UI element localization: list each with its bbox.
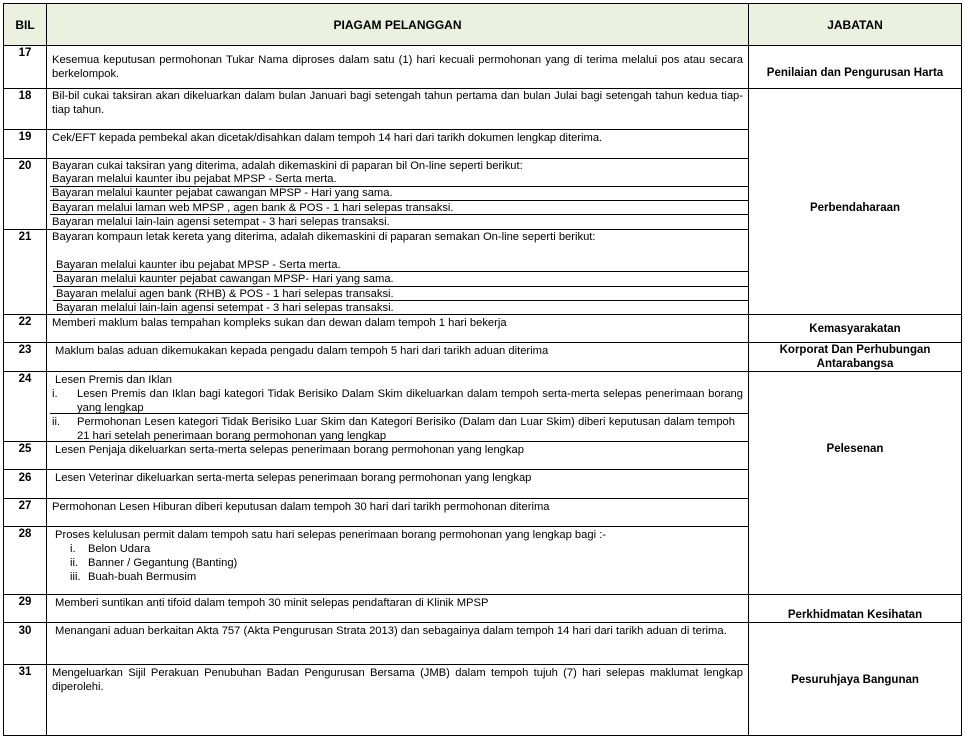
row-number: 31 — [18, 666, 32, 678]
header-piagam: PIAGAM PELANGGAN — [46, 3, 749, 46]
department-cell — [749, 315, 961, 342]
department-cell — [749, 89, 961, 314]
charter-text: Cek/EFT kepada pembekal akan dicetak/disahkan dalam tempoh 14 hari dari tarikh dokumen lengkap diterima. — [52, 132, 603, 144]
charter-text: Bayaran cukai taksiran yang diterima, adalah dikemaskini di paparan bil On-line seperti berikut: — [52, 160, 523, 172]
row-number: 23 — [18, 344, 32, 356]
header-jabatan: JABATAN — [748, 3, 962, 46]
charter-text: Lesen Premis dan Iklan — [55, 374, 172, 386]
header-bil: BIL — [3, 3, 47, 46]
row-number: 26 — [18, 472, 32, 484]
row-number: 19 — [18, 131, 32, 143]
charter-text: Bil-bil cukai taksiran akan dikeluarkan dalam bulan Januari bagi setengah tahun pertama dan bulan Julai bagi setengah tahun kedua tiap-tiap tahun. — [52, 90, 743, 116]
department-name: Perkhidmatan Kesihatan — [787, 608, 923, 621]
list-item: Belon Udara — [88, 543, 151, 555]
charter-text: Memberi maklum balas tempahan kompleks sukan dan dewan dalam tempoh 1 hari bekerja — [52, 317, 507, 329]
department-name: Penilaian dan Pengurusan Harta — [766, 66, 944, 79]
row-number: 17 — [18, 47, 32, 59]
charter-text: Lesen Veterinar dikeluarkan serta-merta selepas penerimaan borang permohonan yang lengkap — [55, 472, 532, 484]
row-number: 28 — [18, 528, 32, 540]
list-item: Bayaran melalui lain-lain agensi setempat - 3 hari selepas transaksi. — [52, 216, 390, 228]
charter-text: Maklum balas aduan dikemukakan kepada pengadu dalam tempoh 5 hari dari tarikh aduan diterima — [55, 345, 549, 357]
department-name: Perbendaharaan — [809, 202, 901, 214]
list-item: Permohonan Lesen kategori Tidak Berisiko Luar Skim dan Kategori Berisiko (Dalam dan Luar Skim) diberi keputusan dalam tempoh 21 hari setelah penerimaan borang permohonan yang lengkap — [77, 416, 735, 442]
row-number: 21 — [18, 231, 32, 243]
list-item: Bayaran melalui laman web MPSP , agen bank & POS - 1 hari selepas transaksi. — [52, 202, 454, 214]
list-item: Bayaran melalui kaunter ibu pejabat MPSP - Serta merta. — [52, 173, 337, 185]
department-name: Kemasyarakatan — [809, 322, 901, 335]
charter-text: Permohonan Lesen Hiburan diberi keputusan dalam tempoh 30 hari dari tarikh permohonan diterima — [52, 501, 550, 513]
list-item: Bayaran melalui kaunter pejabat cawangan MPSP - Hari yang sama. — [52, 187, 393, 199]
list-item: Bayaran melalui agen bank (RHB) & POS - 1 hari selepas transaksi. — [56, 288, 394, 300]
department-cell — [749, 47, 961, 88]
row-number: 30 — [18, 625, 32, 637]
department-cell — [749, 595, 961, 622]
row-number: 27 — [18, 500, 32, 512]
charter-text: Proses kelulusan permit dalam tempoh satu hari selepas penerimaan borang permohonan yang lengkap bagi :- — [55, 529, 607, 541]
charter-text: Bayaran kompaun letak kereta yang diterima, adalah dikemaskini di paparan semakan On-line seperti berikut: — [52, 231, 596, 243]
list-item: Banner / Gegantung (Banting) — [88, 557, 238, 569]
list-marker: i. — [52, 388, 58, 400]
list-item: Lesen Premis dan Iklan bagi kategori Tidak Berisiko Dalam Skim dikeluarkan dalam tempoh serta-merta selepas penerimaan borang yang lengkap — [77, 388, 743, 414]
charter-text: Lesen Penjaja dikeluarkan serta-merta selepas penerimaan borang permohonan yang lengkap — [55, 444, 524, 456]
charter-text: Kesemua keputusan permohonan Tukar Nama diproses dalam satu (1) hari kecuali permohonan yang di terima melalui pos atau secara berkelompok. — [52, 54, 743, 80]
list-marker: i. — [70, 543, 76, 555]
department-cell — [749, 372, 961, 594]
row-number: 20 — [18, 160, 32, 172]
row-number: 29 — [18, 596, 32, 608]
charter-text: Memberi suntikan anti tifoid dalam tempoh 30 minit selepas pendaftaran di Klinik MPSP — [55, 597, 489, 609]
department-cell — [749, 343, 961, 371]
department-cell — [749, 623, 961, 735]
row-number: 18 — [18, 90, 32, 102]
row-number: 22 — [18, 316, 32, 328]
department-name: Antarabangsa — [816, 358, 894, 370]
charter-text: Mengeluarkan Sijil Perakuan Penubuhan Badan Pengurusan Bersama (JMB) dalam tempoh tujuh (7) hari selepas maklumat lengkap diperolehi. — [52, 667, 743, 693]
department-name: Pesuruhjaya Bangunan — [791, 674, 919, 686]
list-marker: ii. — [70, 557, 79, 569]
list-item: Buah-buah Bermusim — [88, 571, 197, 583]
charter-text: Menangani aduan berkaitan Akta 757 (Akta Pengurusan Strata 2013) dan sebagainya dalam tempoh 14 hari dari tarikh aduan di terima. — [55, 625, 727, 637]
list-item: Bayaran melalui lain-lain agensi setempat - 3 hari selepas transaksi. — [56, 302, 394, 314]
list-marker: ii. — [52, 416, 61, 428]
list-marker: iii. — [70, 571, 81, 583]
row-number: 24 — [18, 373, 32, 385]
department-name: Pelesenan — [826, 443, 884, 455]
list-item: Bayaran melalui kaunter pejabat cawangan MPSP- Hari yang sama. — [56, 273, 394, 285]
list-item: Bayaran melalui kaunter ibu pejabat MPSP - Serta merta. — [56, 259, 341, 271]
row-number: 25 — [18, 443, 32, 455]
department-name: Korporat Dan Perhubungan — [779, 344, 931, 356]
